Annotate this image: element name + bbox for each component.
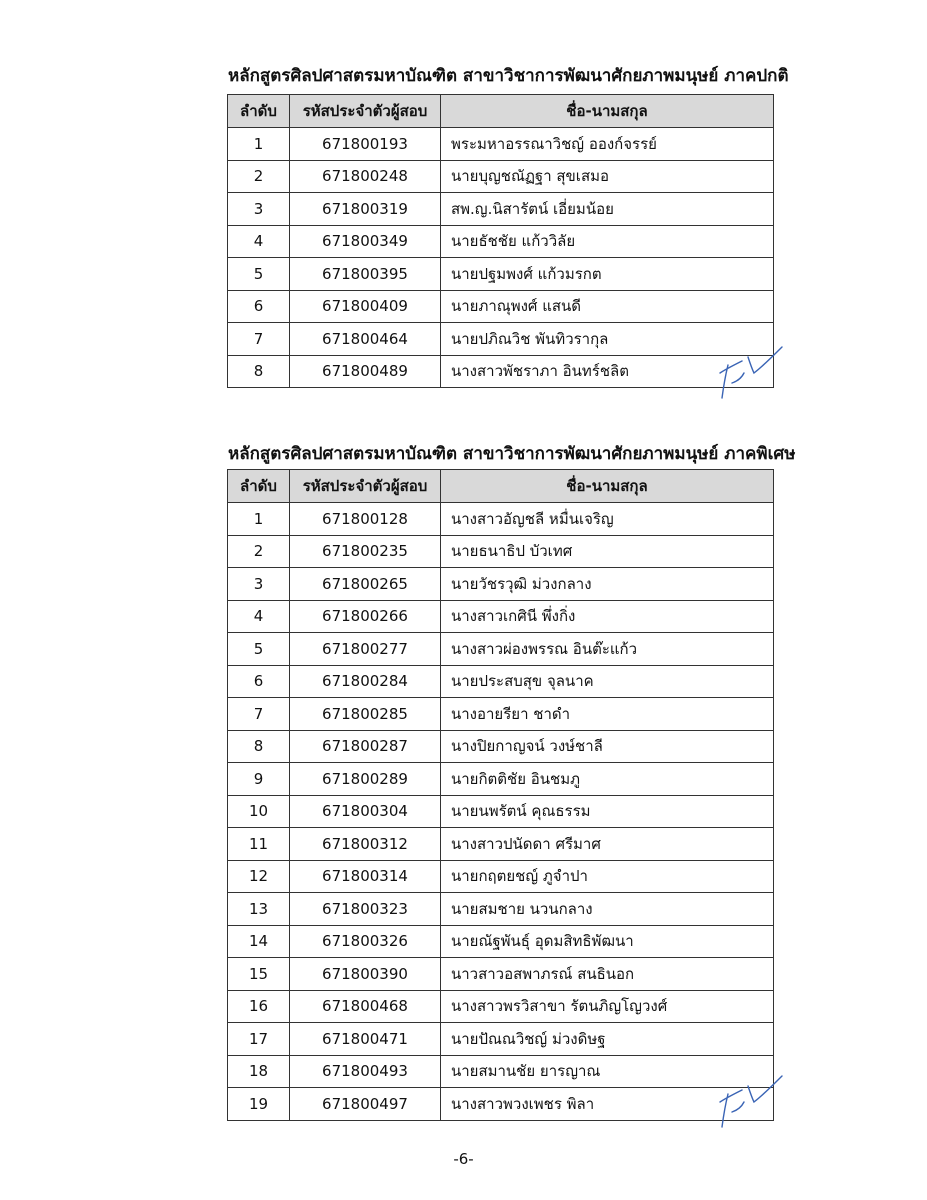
column-header-name: ชื่อ-นามสกุล xyxy=(441,470,774,503)
cell-seq: 1 xyxy=(228,128,290,161)
cell-name: นางสาวเกศินี พึ่งกิ่ง xyxy=(441,600,774,633)
cell-name: นางสาวปนัดดา ศรีมาศ xyxy=(441,828,774,861)
cell-exam-id: 671800319 xyxy=(290,193,441,226)
cell-seq: 14 xyxy=(228,925,290,958)
cell-name: นางสาวพัชราภา อินทร์ชลิต xyxy=(441,355,774,388)
cell-exam-id: 671800349 xyxy=(290,225,441,258)
cell-seq: 9 xyxy=(228,763,290,796)
signature-mark xyxy=(712,343,792,403)
cell-name: นายณัฐพันธุ์ อุดมสิทธิพัฒนา xyxy=(441,925,774,958)
cell-exam-id: 671800193 xyxy=(290,128,441,161)
table-header-row xyxy=(228,95,774,128)
cell-seq: 8 xyxy=(228,355,290,388)
cell-name: สพ.ญ.นิสารัตน์ เอี่ยมน้อย xyxy=(441,193,774,226)
cell-name: นายปัณณวิชญ์ ม่วงดิษฐ xyxy=(441,1023,774,1056)
cell-name: นายกฤตยชญ์ ภูจำปา xyxy=(441,860,774,893)
cell-exam-id: 671800497 xyxy=(290,1088,441,1121)
column-header-exam-id: รหัสประจำตัวผู้สอบ xyxy=(290,95,441,128)
table-row xyxy=(228,730,774,763)
cell-seq: 13 xyxy=(228,893,290,926)
cell-name: นายภาณุพงศ์ แสนดี xyxy=(441,290,774,323)
cell-seq: 3 xyxy=(228,568,290,601)
cell-seq: 1 xyxy=(228,503,290,536)
cell-name: นางปิยกาญจน์ วงษ์ชาลี xyxy=(441,730,774,763)
table-row xyxy=(228,568,774,601)
cell-exam-id: 671800409 xyxy=(290,290,441,323)
table-row xyxy=(228,128,774,161)
cell-seq: 16 xyxy=(228,990,290,1023)
table-row xyxy=(228,893,774,926)
cell-name: นายบุญชณัฏฐา สุขเสมอ xyxy=(441,160,774,193)
cell-seq: 8 xyxy=(228,730,290,763)
section-title-regular: หลักสูตรศิลปศาสตรมหาบัณฑิต สาขาวิชาการพัฒนาศักยภาพมนุษย์ ภาคปกติ xyxy=(228,66,789,86)
table-row xyxy=(228,535,774,568)
cell-name: นายปฐมพงศ์ แก้วมรกต xyxy=(441,258,774,291)
cell-name: นางสาวผ่องพรรณ อินต๊ะแก้ว xyxy=(441,633,774,666)
cell-name: นายสมานชัย ยารญาณ xyxy=(441,1055,774,1088)
table-row xyxy=(228,860,774,893)
table-row xyxy=(228,795,774,828)
table-row xyxy=(228,763,774,796)
table-row xyxy=(228,1055,774,1088)
cell-exam-id: 671800285 xyxy=(290,698,441,731)
cell-exam-id: 671800468 xyxy=(290,990,441,1023)
table-row xyxy=(228,193,774,226)
cell-name: นางสาวอัญชลี หมื่นเจริญ xyxy=(441,503,774,536)
cell-exam-id: 671800493 xyxy=(290,1055,441,1088)
cell-seq: 4 xyxy=(228,225,290,258)
cell-exam-id: 671800248 xyxy=(290,160,441,193)
cell-name: นางอายรียา ชาดำ xyxy=(441,698,774,731)
cell-exam-id: 671800235 xyxy=(290,535,441,568)
cell-exam-id: 671800489 xyxy=(290,355,441,388)
table-row xyxy=(228,665,774,698)
cell-seq: 6 xyxy=(228,665,290,698)
cell-exam-id: 671800471 xyxy=(290,1023,441,1056)
signature-mark xyxy=(712,1072,792,1132)
cell-name: นายประสบสุข จุลนาค xyxy=(441,665,774,698)
column-header-seq: ลำดับ xyxy=(228,95,290,128)
cell-name: นาวสาวอสพาภรณ์ สนธินอก xyxy=(441,958,774,991)
cell-name: นายสมชาย นวนกลาง xyxy=(441,893,774,926)
table-row xyxy=(228,355,774,388)
cell-name: นายปภิณวิช พันทิวรากุล xyxy=(441,323,774,356)
cell-exam-id: 671800277 xyxy=(290,633,441,666)
section-title-special: หลักสูตรศิลปศาสตรมหาบัณฑิต สาขาวิชาการพัฒนาศักยภาพมนุษย์ ภาคพิเศษ xyxy=(228,444,796,464)
cell-name: นางสาวพรวิสาขา รัตนภิญโญวงศ์ xyxy=(441,990,774,1023)
cell-exam-id: 671800266 xyxy=(290,600,441,633)
cell-seq: 2 xyxy=(228,160,290,193)
cell-seq: 6 xyxy=(228,290,290,323)
cell-exam-id: 671800312 xyxy=(290,828,441,861)
table-row xyxy=(228,990,774,1023)
table-row xyxy=(228,633,774,666)
cell-exam-id: 671800287 xyxy=(290,730,441,763)
cell-exam-id: 671800314 xyxy=(290,860,441,893)
cell-exam-id: 671800464 xyxy=(290,323,441,356)
cell-exam-id: 671800304 xyxy=(290,795,441,828)
table-row xyxy=(228,290,774,323)
table-row xyxy=(228,258,774,291)
table-row xyxy=(228,323,774,356)
table-row xyxy=(228,225,774,258)
cell-exam-id: 671800289 xyxy=(290,763,441,796)
table-header-row xyxy=(228,470,774,503)
cell-exam-id: 671800323 xyxy=(290,893,441,926)
page-number: -6- xyxy=(453,1150,474,1168)
table-row xyxy=(228,958,774,991)
cell-seq: 10 xyxy=(228,795,290,828)
cell-exam-id: 671800265 xyxy=(290,568,441,601)
table-row xyxy=(228,925,774,958)
cell-exam-id: 671800284 xyxy=(290,665,441,698)
cell-name: นายกิตติชัย อินชมภู xyxy=(441,763,774,796)
cell-name: นายนพรัตน์ คุณธรรม xyxy=(441,795,774,828)
cell-seq: 15 xyxy=(228,958,290,991)
table-row xyxy=(228,1088,774,1121)
table-row xyxy=(228,828,774,861)
column-header-seq: ลำดับ xyxy=(228,470,290,503)
cell-seq: 11 xyxy=(228,828,290,861)
cell-seq: 12 xyxy=(228,860,290,893)
table-row xyxy=(228,600,774,633)
cell-name: นายธัชชัย แก้ววิลัย xyxy=(441,225,774,258)
cell-exam-id: 671800326 xyxy=(290,925,441,958)
cell-seq: 7 xyxy=(228,323,290,356)
cell-name: พระมหาอรรณาวิชญ์ อองก์จรรย์ xyxy=(441,128,774,161)
table-row xyxy=(228,160,774,193)
roster-table-regular xyxy=(227,94,774,388)
cell-name: นางสาวพวงเพชร พิลา xyxy=(441,1088,774,1121)
cell-seq: 5 xyxy=(228,633,290,666)
cell-exam-id: 671800128 xyxy=(290,503,441,536)
cell-seq: 4 xyxy=(228,600,290,633)
table-row xyxy=(228,503,774,536)
table-row xyxy=(228,1023,774,1056)
cell-name: นายธนาธิป บัวเทศ xyxy=(441,535,774,568)
table-row xyxy=(228,698,774,731)
cell-seq: 7 xyxy=(228,698,290,731)
cell-seq: 19 xyxy=(228,1088,290,1121)
roster-table-special xyxy=(227,469,774,1121)
cell-exam-id: 671800395 xyxy=(290,258,441,291)
cell-seq: 2 xyxy=(228,535,290,568)
cell-name: นายวัชรวุฒิ ม่วงกลาง xyxy=(441,568,774,601)
cell-seq: 5 xyxy=(228,258,290,291)
cell-seq: 3 xyxy=(228,193,290,226)
column-header-exam-id: รหัสประจำตัวผู้สอบ xyxy=(290,470,441,503)
cell-exam-id: 671800390 xyxy=(290,958,441,991)
cell-seq: 17 xyxy=(228,1023,290,1056)
cell-seq: 18 xyxy=(228,1055,290,1088)
column-header-name: ชื่อ-นามสกุล xyxy=(441,95,774,128)
